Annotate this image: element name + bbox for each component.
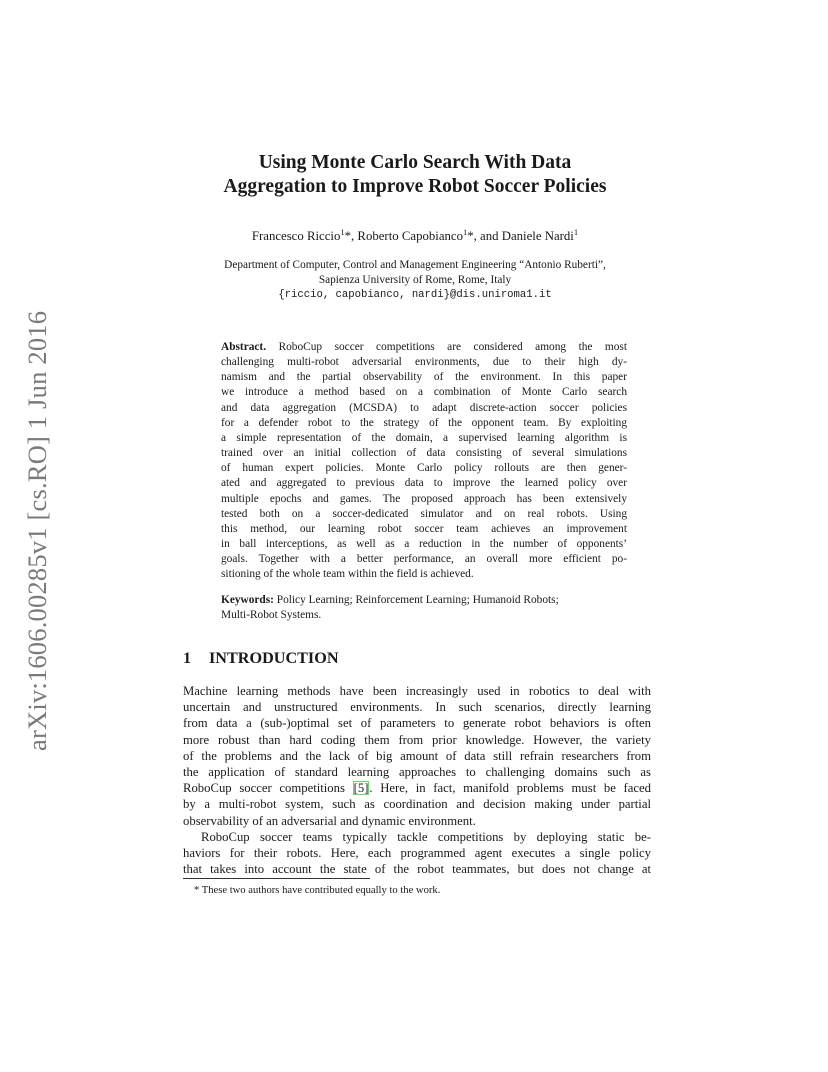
abstract-line: trained over an initial collection of data consisting of several simulations [221, 447, 627, 460]
abstract-line: goals. Together with a better performance, an overall more efficient po- [221, 553, 627, 566]
author-1: Francesco Riccio [251, 229, 341, 243]
body-line: Machine learning methods have been increasingly used in robotics to deal with [183, 684, 651, 698]
body-text [183, 683, 651, 877]
abstract-line: this method, our learning robot soccer team achieves an improvement [221, 522, 627, 535]
abstract-line: multiple epochs and games. The proposed approach has been extensively [221, 492, 627, 505]
abstract-line: tested both on a soccer-dedicated simulator and on real robots. Using [221, 507, 627, 520]
abstract-line: challenging multi-robot adversarial environments, due to their high dy- [221, 356, 627, 369]
keywords-label: Keywords: [221, 594, 274, 606]
body-line: haviors for their robots. Here, each programmed agent executes a single policy [183, 846, 651, 861]
footnote-text: These two authors have contributed equally to the work. [199, 885, 441, 896]
abstract-line: and data aggregation (MCSDA) to adapt discrete-action soccer policies [221, 401, 627, 414]
body-line: RoboCup soccer teams typically tackle competitions by deploying static be- [201, 829, 651, 844]
keywords-first-line: Policy Learning; Reinforcement Learning; Humanoid Robots; [273, 594, 559, 606]
body-line: uncertain and unstructured environments. In such scenarios, directly learning [183, 700, 651, 715]
author-2-equal-mark: *, and [467, 229, 502, 243]
abstract-label: Abstract. [221, 341, 267, 353]
keywords [221, 593, 627, 623]
body-line: that takes into account the state of the robot teammates, but does not change at [183, 862, 651, 877]
abstract-line: sitioning of the whole team within the field is achieved. [221, 568, 474, 581]
abstract-line: in ball interceptions, as well as a reduction in the number of opponents’ [221, 538, 627, 551]
section-heading [183, 649, 339, 668]
abstract-line: for a defender robot to the strategy of the opponent team. By exploiting [221, 416, 627, 429]
body-line: from data a (sub-)optimal set of parameters to generate robot behaviors is often [183, 716, 651, 731]
body-line: by a multi-robot system, such as coordination and decision making under partial [183, 797, 651, 812]
paper-title [160, 151, 670, 199]
author-1-equal-mark: *, [344, 229, 358, 243]
body-line: of the problems and the lack of big amount of data still refrain researchers from [183, 748, 651, 763]
author-emails: {riccio, capobianco, nardi}@dis.uniroma1.it [278, 289, 552, 302]
abstract-line: namism and the partial observability of the environment. In this paper [221, 371, 627, 384]
abstract-line [221, 340, 627, 355]
affiliation-university: Sapienza University of Rome, Rome, Italy [318, 274, 512, 287]
body-cite-before: RoboCup soccer competitions [183, 781, 353, 796]
body-line: more robust than hard coding them from prior knowledge. However, the variety [183, 732, 651, 747]
keywords-line: Multi-Robot Systems. [221, 609, 322, 622]
section-number: 1 [183, 649, 192, 667]
body-line: the application of standard learning approaches to challenging domains such as [183, 765, 651, 780]
arxiv-id: arXiv:1606.00285v1 [cs.RO] 1 Jun 2016 [22, 310, 52, 751]
title-line-2: Aggregation to Improve Robot Soccer Policies [223, 176, 607, 197]
author-3: Daniele Nardi [501, 229, 574, 243]
author-3-affil-mark: 1 [573, 227, 579, 237]
footnote-rule [183, 878, 370, 879]
arxiv-stamp [17, 296, 57, 751]
body-line [183, 780, 651, 796]
abstract-line: of human expert policies. Monte Carlo policy rollouts are then gener- [221, 462, 627, 475]
keywords-line [221, 593, 627, 608]
affiliation-dept: Department of Computer, Control and Management Engineering “Antonio Ruberti”, [224, 259, 606, 271]
affiliation [150, 258, 680, 304]
body-line: observability of an adversarial and dynamic environment. [183, 813, 476, 828]
abstract-line: we introduce a method based on a combination of Monte Carlo search [221, 386, 627, 399]
footnote-mark: * [194, 885, 200, 896]
author-2: Roberto Capobianco [357, 229, 463, 243]
author-list [160, 229, 670, 244]
footnote [194, 885, 440, 896]
abstract [221, 340, 627, 583]
author-1-affil-mark: 1 [340, 227, 345, 237]
section-title: INTRODUCTION [209, 649, 339, 667]
citation-link[interactable]: [5] [353, 781, 369, 796]
abstract-line: a simple representation of the domain, a supervised learning algorithm is [221, 431, 627, 444]
title-line-1: Using Monte Carlo Search With Data [258, 152, 572, 173]
abstract-line: ated and aggregated to previous data to improve the learned policy over [221, 477, 627, 490]
author-2-affil-mark: 1 [462, 227, 468, 237]
body-cite-after: . Here, in fact, manifold problems must be faced [369, 781, 652, 796]
abstract-first-line: RoboCup soccer competitions are considered among the most [266, 341, 627, 353]
